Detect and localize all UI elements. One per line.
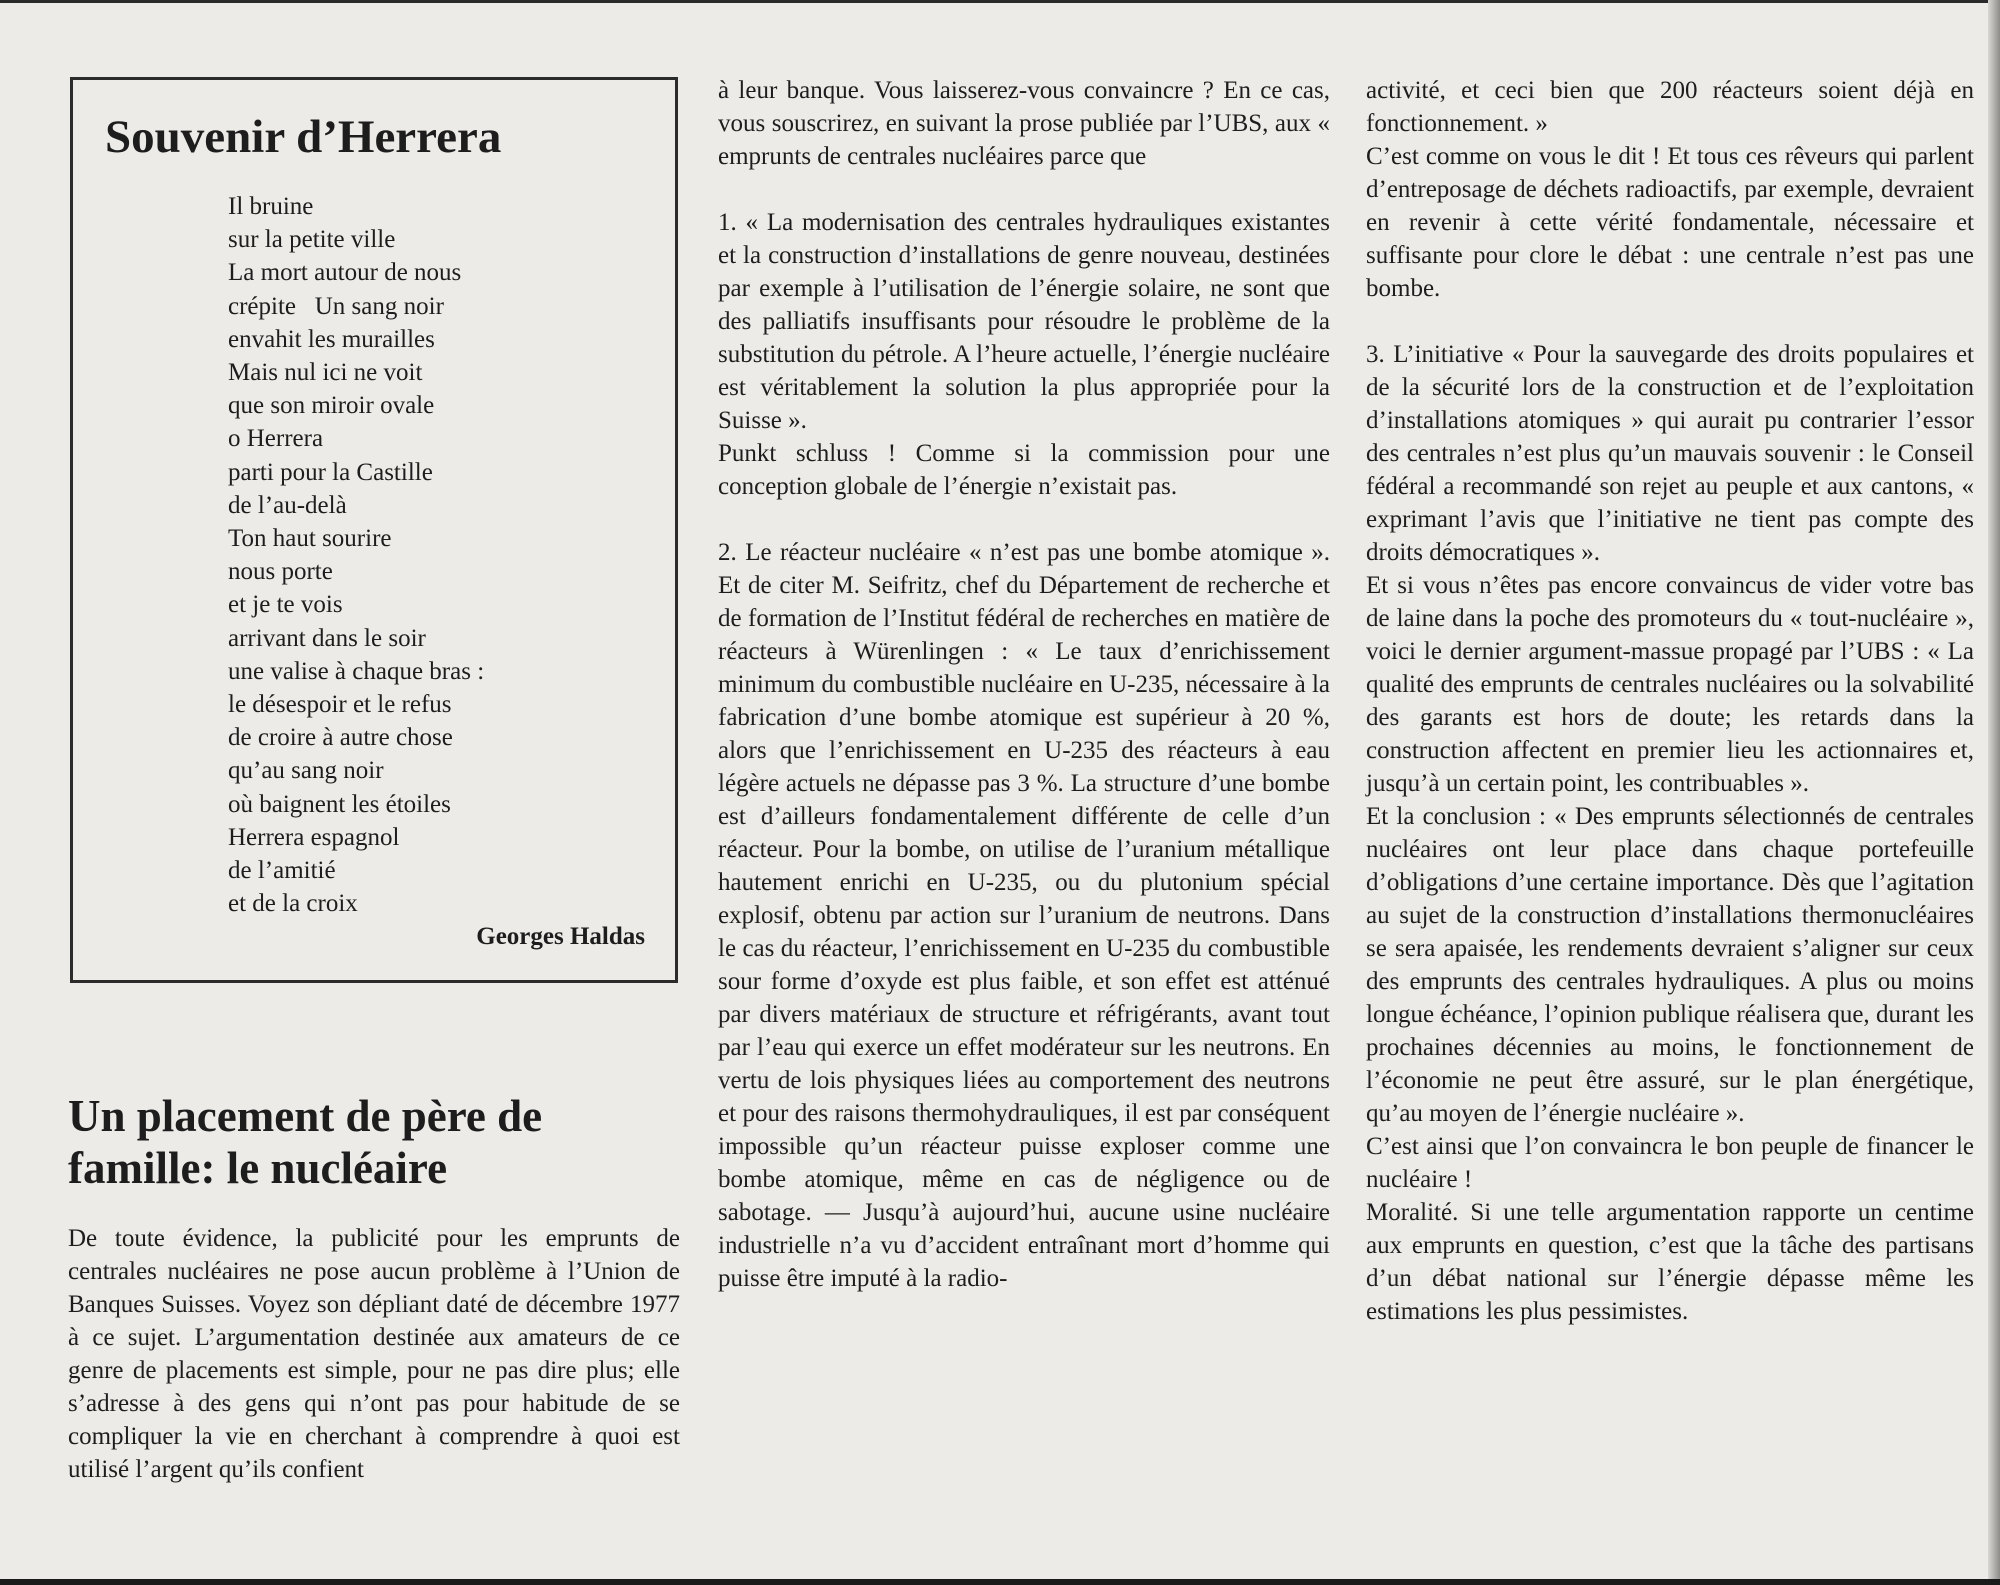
poem-author: Georges Haldas [476, 923, 645, 950]
poem-title: Souvenir d’Herrera [105, 111, 502, 163]
poem-line: le désespoir et le refus [228, 691, 452, 719]
poem-line: Il bruine [228, 193, 314, 220]
poem-line: La mort autour de nous [228, 259, 462, 287]
poem-box [70, 77, 678, 983]
article-column-1 [68, 1222, 680, 1486]
poem-line: crépite Un sang noir [228, 292, 444, 320]
poem-line: Ton haut sourire [228, 525, 392, 553]
top-rule [0, 0, 2000, 3]
poem-body [228, 190, 484, 920]
paragraph: activité, et ceci bien que 200 réacteurs soient déjà en fonctionnement. » [1366, 77, 1974, 137]
paragraph: 2. Le réacteur nucléaire « n’est pas une bombe atomique ». Et de citer M. Seifritz, chef du Département de recherche et de formation de l’Institut fédéral de recherches en matière de réacteurs à Würenlingen : « Le taux d’enrichissement minimum du combustible nucléaire en U-235, nécessaire à la fabrication d’une bombe atomique est supérieur à 20 %, alors que l’enrichissement en U-235 des réacteurs à eau légère actuels ne dépasse pas 3 %. La structure d’une bombe est d’ailleurs fondamentalement différente de celle d’un réacteur. Pour la bombe, on utilise de l’uranium métallique hautement enrichi en U-235, ou du plutonium spécial explosif, obtenu par action sur l’uranium de neutrons. Dans le cas du réacteur, l’enrichissement en U-235 du combustible sour forme d’oxyde est plus faible, et son effet est atténué par divers matériaux de structure et réfrigérants, avant tout par l’eau qui exerce un effet modérateur sur les neutrons. En vertu de lois physiques liées au comportement des neutrons et pour des raisons thermohydrauliques, il est par conséquent impossible qu’un réacteur puisse exploser comme une bombe atomique, même en cas de négligence ou de sabotage. — Jusqu’à aujourd’hui, aucune usine nucléaire industrielle n’a vu d’accident entraînant mort d’homme qui puisse être imputé à la radio- [718, 539, 1330, 1292]
article-column-3 [1366, 74, 1974, 1328]
article-title: Un placement de père de famille: le nucléaire [68, 1091, 543, 1193]
paragraph: C’est comme on vous le dit ! Et tous ces rêveurs qui parlent d’entreposage de déchets radioactifs, par exemple, devraient en revenir à cette vérité fondamentale, nécessaire et suffisante pour clore le débat : une centrale n’est pas une bombe. [1366, 143, 1974, 302]
paragraph: 3. L’initiative « Pour la sauvegarde des droits populaires et de la sécurité lors de la construction et de l’exploitation d’installations atomiques » qui aurait pu contrarier l’essor des centrales n’est plus qu’un mauvais souvenir : le Conseil fédéral a recommandé son rejet au peuple et aux cantons, « exprimant l’avis que l’initiative ne tient pas compte des droits démocratiques ». [1366, 341, 1974, 566]
poem-line: Herrera espagnol [228, 823, 400, 851]
poem-line: arrivant dans le soir [228, 624, 426, 652]
article-column-2 [718, 74, 1330, 1295]
bottom-rule [0, 1579, 2000, 1585]
poem-line: sur la petite ville [228, 226, 396, 254]
poem-line: de l’amitié [228, 857, 336, 885]
paragraph: De toute évidence, la publicité pour les emprunts de centrales nucléaires ne pose aucun problème à l’Union de Banques Suisses. Voyez son dépliant daté de décembre 1977 à ce sujet. L’argumentation destinée aux amateurs de ce genre de placements est simple, pour ne pas dire plus; elle s’adresse à des gens qui n’ont pas pour habitude de se compliquer la vie en cherchant à comprendre à quoi est utilisé l’argent qu’ils confient [68, 1225, 680, 1483]
poem-line: envahit les murailles [228, 325, 435, 353]
paragraph: à leur banque. Vous laisserez-vous convaincre ? En ce cas, vous souscrirez, en suivant la prose publiée par l’UBS, aux « emprunts de centrales nucléaires parce que [718, 77, 1330, 170]
poem-line: et je te vois [228, 591, 343, 619]
paragraph: Et si vous n’êtes pas encore convaincus de vider votre bas de laine dans la poche des promoteurs du « tout-nucléaire », voici le dernier argument-massue propagé par l’UBS : « La qualité des emprunts de centrales nucléaires ou la solvabilité des garants est hors de doute; les retards dans la construction affectent en premier lieu les actionnaires et, jusqu’à un certain point, les contribuables ». [1366, 572, 1974, 797]
poem-line: que son miroir ovale [228, 392, 435, 420]
poem-line: une valise à chaque bras : [228, 657, 485, 685]
paragraph: C’est ainsi que l’on convaincra le bon peuple de financer le nucléaire ! [1366, 1133, 1974, 1193]
poem-line: parti pour la Castille [228, 458, 433, 486]
paragraph: Punkt schluss ! Comme si la commission pour une conception globale de l’énergie n’existait pas. [718, 440, 1330, 500]
poem-line: et de la croix [228, 890, 358, 918]
page-edge [1988, 0, 2000, 1585]
poem-line: de croire à autre chose [228, 724, 453, 752]
paragraph: Moralité. Si une telle argumentation rapporte un centime aux emprunts en question, c’est que la tâche des partisans d’un débat national sur l’énergie dépasse même les estimations les plus pessimistes. [1366, 1199, 1974, 1325]
poem-line: Mais nul ici ne voit [228, 359, 423, 387]
paragraph: Et la conclusion : « Des emprunts sélectionnés de centrales nucléaires ont leur place dans chaque portefeuille d’obligations d’une certaine importance. Dès que l’agitation au sujet de la construction d’installations thermonucléaires se sera apaisée, les rendements devraient s’aligner sur ceux des emprunts des centrales hydrauliques. A plus ou moins longue échéance, l’opinion publique réalisera que, durant les prochaines décennies au moins, le fonctionnement de l’économie ne peut être assuré, sur le plan énergétique, qu’au moyen de l’énergie nucléaire ». [1366, 803, 1974, 1127]
poem-line: où baignent les étoiles [228, 790, 451, 818]
poem-line: nous porte [228, 558, 333, 586]
poem-line: de l’au-delà [228, 491, 347, 519]
poem-line: qu’au sang noir [228, 757, 384, 785]
poem-line: o Herrera [228, 425, 324, 453]
paragraph: 1. « La modernisation des centrales hydrauliques existantes et la construction d’installations de genre nouveau, destinées par exemple à l’utilisation de l’énergie solaire, ne sont que des palliatifs insuffisants pour résoudre le problème de la substitution du pétrole. A l’heure actuelle, l’énergie nucléaire est véritablement la solution la plus appropriée pour la Suisse ». [718, 209, 1330, 434]
